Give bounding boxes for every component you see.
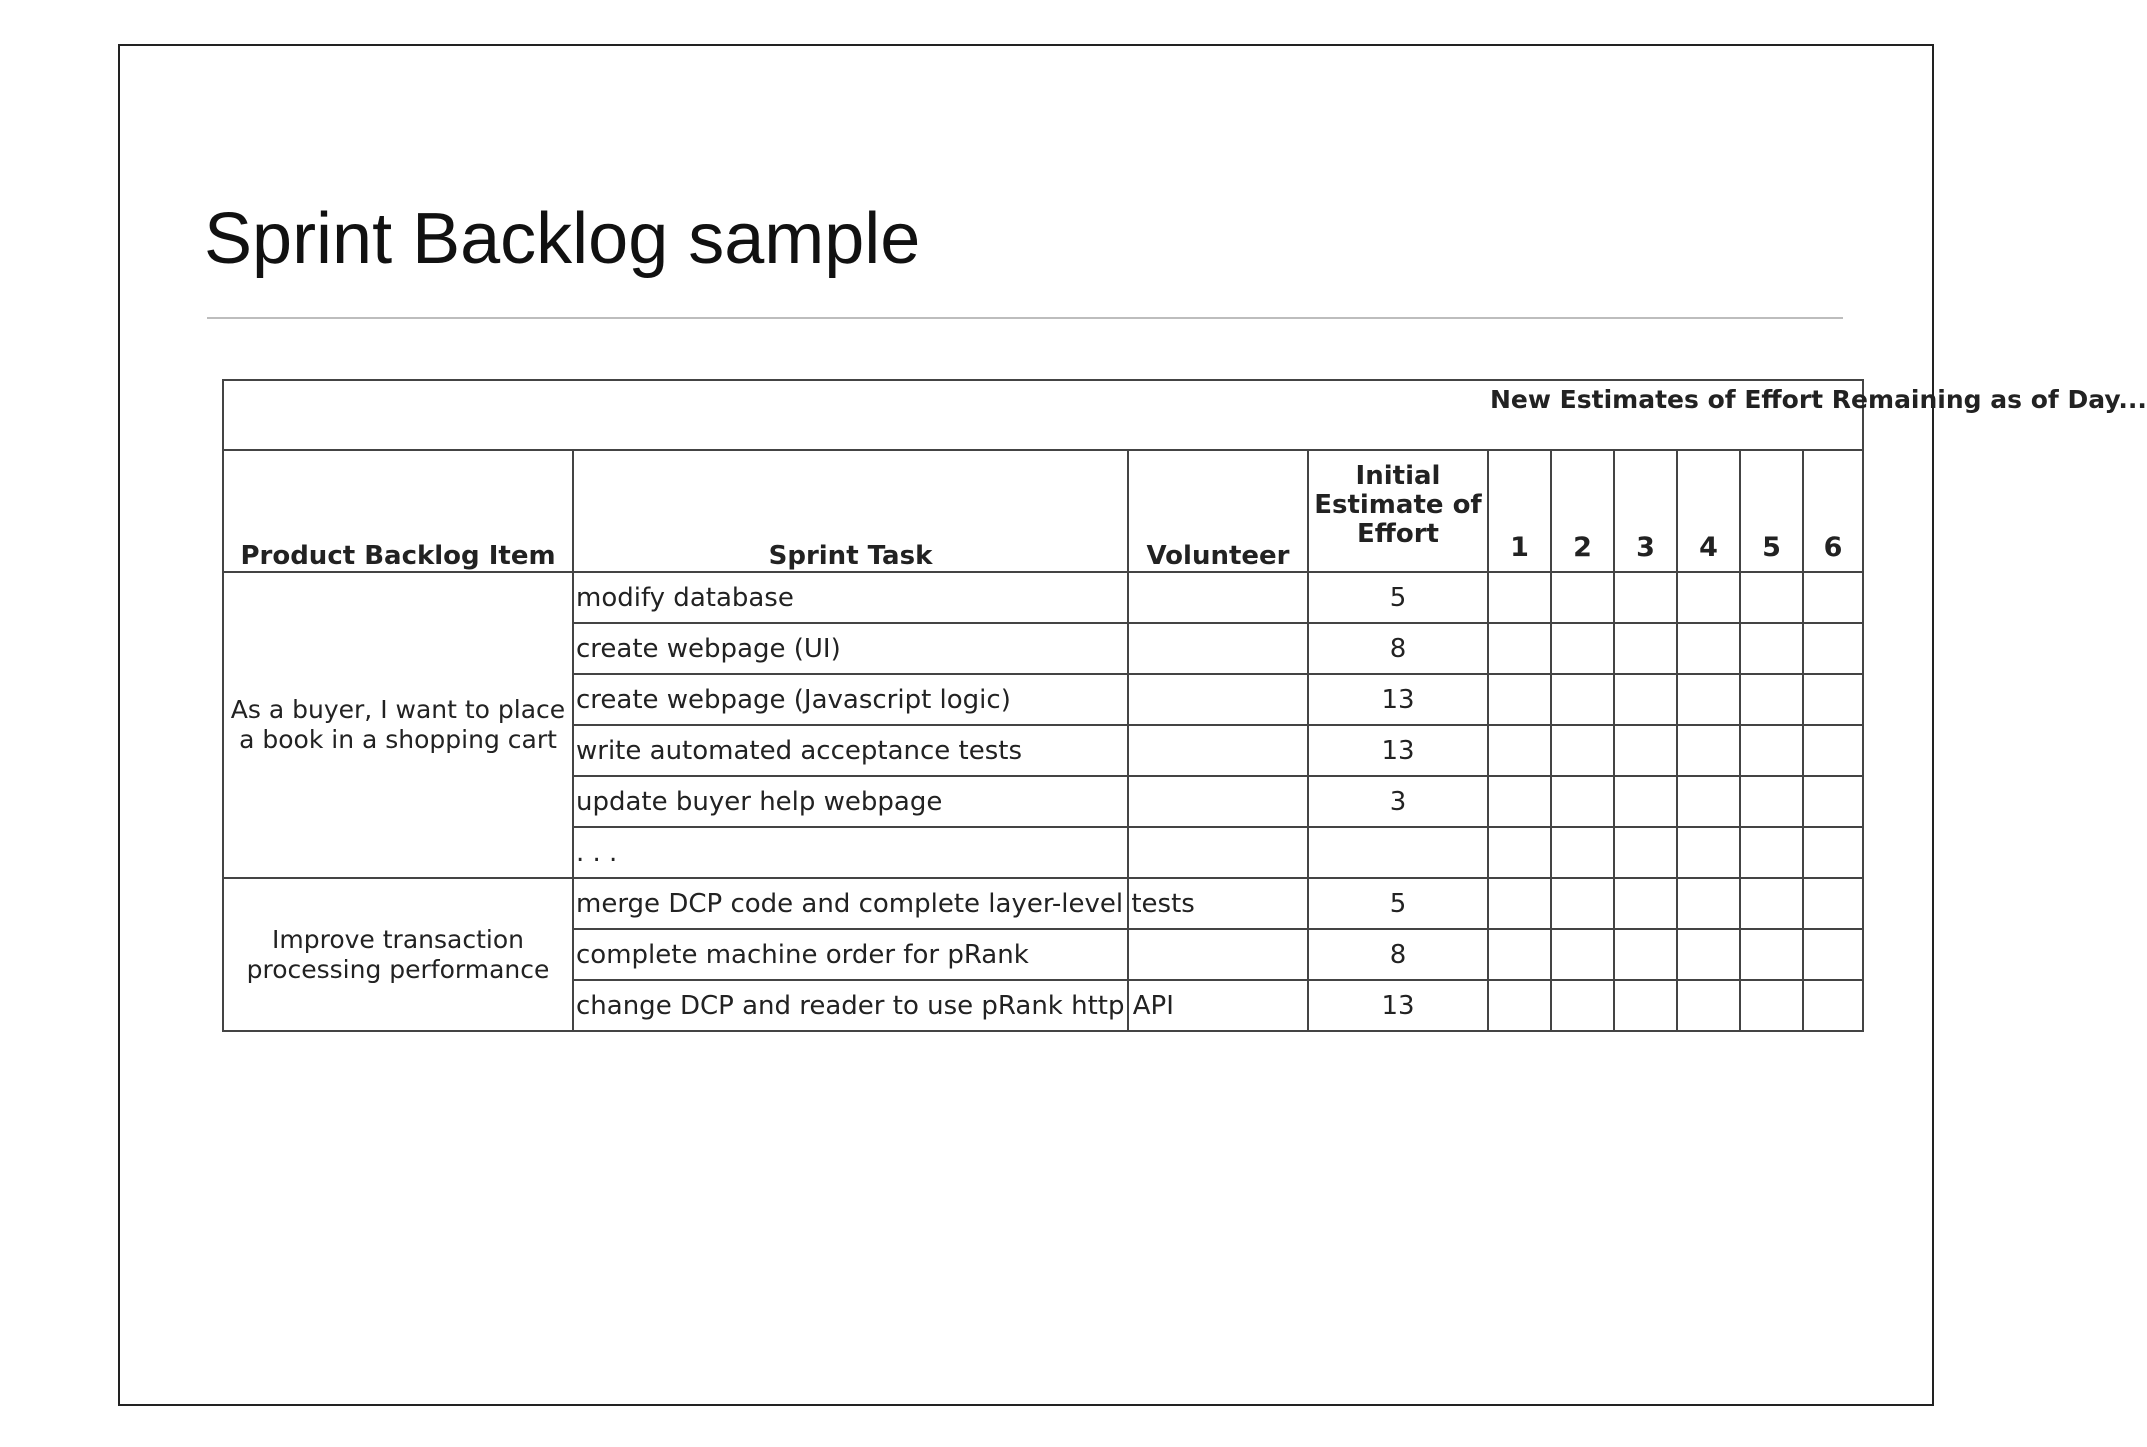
initial-estimate-cell: 8 <box>1308 929 1488 980</box>
volunteer-cell <box>1128 623 1308 674</box>
header-day-6: 6 <box>1803 450 1863 572</box>
day-1-estimate-cell <box>1488 929 1551 980</box>
header-day-3: 3 <box>1614 450 1677 572</box>
day-3-estimate-cell <box>1614 572 1677 623</box>
day-2-estimate-cell <box>1551 725 1614 776</box>
table-body <box>223 572 1863 1031</box>
day-6-estimate-cell <box>1803 827 1863 878</box>
day-3-estimate-cell <box>1614 623 1677 674</box>
day-6-estimate-cell <box>1803 623 1863 674</box>
day-4-estimate-cell <box>1677 725 1740 776</box>
day-2-estimate-cell <box>1551 827 1614 878</box>
day-6-estimate-cell <box>1803 878 1863 929</box>
initial-estimate-cell: 13 <box>1308 674 1488 725</box>
day-5-estimate-cell <box>1740 776 1803 827</box>
day-5-estimate-cell <box>1740 623 1803 674</box>
sprint-task-cell: write automated acceptance tests <box>573 725 1128 776</box>
volunteer-cell <box>1128 776 1308 827</box>
day-2-estimate-cell <box>1551 929 1614 980</box>
day-1-estimate-cell <box>1488 623 1551 674</box>
day-5-estimate-cell <box>1740 827 1803 878</box>
day-3-estimate-cell <box>1614 827 1677 878</box>
header-sprint-task: Sprint Task <box>573 450 1128 572</box>
initial-estimate-cell: 13 <box>1308 980 1488 1031</box>
day-4-estimate-cell <box>1677 827 1740 878</box>
day-2-estimate-cell <box>1551 674 1614 725</box>
day-2-estimate-cell <box>1551 980 1614 1031</box>
volunteer-cell <box>1128 929 1308 980</box>
day-2-estimate-cell <box>1551 878 1614 929</box>
sprint-task-cell: create webpage (Javascript logic) <box>573 674 1128 725</box>
header-product-backlog-item: Product Backlog Item <box>223 450 573 572</box>
sprint-task-cell: modify database <box>573 572 1128 623</box>
initial-estimate-cell: 8 <box>1308 623 1488 674</box>
initial-estimate-cell: 3 <box>1308 776 1488 827</box>
header-day-2: 2 <box>1551 450 1614 572</box>
title-divider <box>207 317 1843 319</box>
day-1-estimate-cell <box>1488 572 1551 623</box>
header-day-1: 1 <box>1488 450 1551 572</box>
day-5-estimate-cell <box>1740 674 1803 725</box>
day-6-estimate-cell <box>1803 674 1863 725</box>
day-2-estimate-cell <box>1551 623 1614 674</box>
day-2-estimate-cell <box>1551 572 1614 623</box>
volunteer-cell <box>1128 827 1308 878</box>
day-6-estimate-cell <box>1803 980 1863 1031</box>
column-header-row <box>223 450 1863 572</box>
day-4-estimate-cell <box>1677 572 1740 623</box>
day-3-estimate-cell <box>1614 674 1677 725</box>
sprint-task-cell: . . . <box>573 827 1128 878</box>
initial-estimate-cell: 5 <box>1308 878 1488 929</box>
header-initial-estimate: Initial Estimate of Effort <box>1308 450 1488 572</box>
day-4-estimate-cell <box>1677 623 1740 674</box>
slide-title: Sprint Backlog sample <box>204 199 921 279</box>
day-4-estimate-cell <box>1677 776 1740 827</box>
initial-estimate-cell <box>1308 827 1488 878</box>
day-1-estimate-cell <box>1488 827 1551 878</box>
day-3-estimate-cell <box>1614 929 1677 980</box>
table-row <box>223 878 1863 929</box>
day-3-estimate-cell <box>1614 980 1677 1031</box>
day-5-estimate-cell <box>1740 878 1803 929</box>
top-blank-cell <box>223 380 1488 450</box>
day-4-estimate-cell <box>1677 878 1740 929</box>
sprint-task-cell: update buyer help webpage <box>573 776 1128 827</box>
day-4-estimate-cell <box>1677 674 1740 725</box>
volunteer-cell <box>1128 725 1308 776</box>
product-backlog-item-cell: As a buyer, I want to place a book in a shopping cart <box>223 572 573 878</box>
day-5-estimate-cell <box>1740 929 1803 980</box>
new-estimates-header: New Estimates of Effort Remaining as of Day... <box>1488 380 1863 450</box>
day-3-estimate-cell <box>1614 725 1677 776</box>
day-1-estimate-cell <box>1488 725 1551 776</box>
day-3-estimate-cell <box>1614 776 1677 827</box>
header-day-4: 4 <box>1677 450 1740 572</box>
header-day-5: 5 <box>1740 450 1803 572</box>
day-6-estimate-cell <box>1803 929 1863 980</box>
initial-estimate-cell: 5 <box>1308 572 1488 623</box>
day-6-estimate-cell <box>1803 572 1863 623</box>
table-top-row <box>223 380 1863 450</box>
day-1-estimate-cell <box>1488 980 1551 1031</box>
sprint-backlog-table <box>222 379 2147 1032</box>
header-volunteer: Volunteer <box>1128 450 1308 572</box>
day-1-estimate-cell <box>1488 878 1551 929</box>
day-3-estimate-cell <box>1614 878 1677 929</box>
sprint-task-cell: change DCP and reader to use pRank http API <box>573 980 1128 1031</box>
sprint-task-cell: merge DCP code and complete layer-level tests <box>573 878 1128 929</box>
day-6-estimate-cell <box>1803 725 1863 776</box>
day-4-estimate-cell <box>1677 980 1740 1031</box>
day-5-estimate-cell <box>1740 980 1803 1031</box>
day-5-estimate-cell <box>1740 725 1803 776</box>
sprint-task-cell: create webpage (UI) <box>573 623 1128 674</box>
table-row <box>223 572 1863 623</box>
day-6-estimate-cell <box>1803 776 1863 827</box>
volunteer-cell <box>1128 572 1308 623</box>
day-1-estimate-cell <box>1488 674 1551 725</box>
sprint-task-cell: complete machine order for pRank <box>573 929 1128 980</box>
day-4-estimate-cell <box>1677 929 1740 980</box>
product-backlog-item-cell: Improve transaction processing performance <box>223 878 573 1031</box>
day-5-estimate-cell <box>1740 572 1803 623</box>
day-1-estimate-cell <box>1488 776 1551 827</box>
volunteer-cell <box>1128 674 1308 725</box>
day-2-estimate-cell <box>1551 776 1614 827</box>
initial-estimate-cell: 13 <box>1308 725 1488 776</box>
